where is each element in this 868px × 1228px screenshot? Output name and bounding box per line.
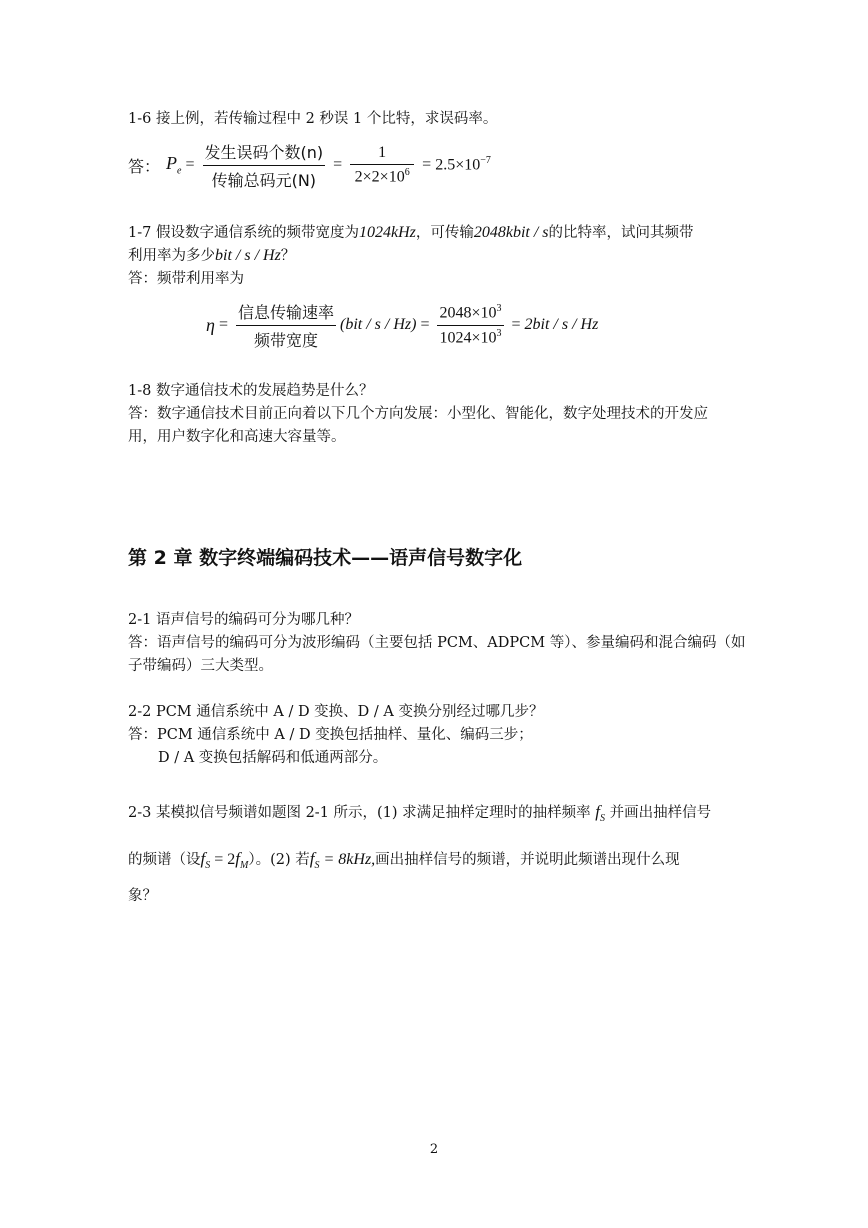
fraction-numerator: 1 (350, 144, 414, 165)
equation-1-6 (128, 140, 491, 190)
fraction-denominator: $1024\times 10^3$ (439, 327, 502, 346)
fraction-denominator: 传输总码元(N) (211, 170, 317, 190)
equals-sign: = (422, 156, 432, 173)
answer-2-2-line-2: D / A 变换包括解码和低通两部分。 (158, 750, 388, 766)
question-1-6: 1-6 接上例，若传输过程中 2 秒误 1 个比特，求误码率。 (128, 111, 498, 127)
fraction-denominator: $2\times 2\times 10^6$ (354, 166, 410, 186)
question-1-8: 1-8 数字通信技术的发展趋势是什么？ (128, 383, 374, 399)
answer-2-2-line-1: 答：PCM 通信系统中 A / D 变换包括抽样、量化、编码三步； (128, 727, 533, 743)
equals-sign: = (218, 316, 228, 333)
fraction-numerator: $2048\times 10^3$ (437, 303, 503, 325)
page-number: 2 (429, 1142, 439, 1157)
answer-2-1-line-1: 答：语声信号的编码可分为波形编码（主要包括 PCM、ADPCM 等）、参量编码和混合编码（如 (128, 635, 746, 651)
fraction-error-rate (203, 140, 326, 191)
fraction-numeric (350, 144, 414, 186)
equation-1-7 (206, 300, 598, 350)
answer-2-1-line-2: 子带编码）三大类型。 (128, 658, 273, 674)
lhs-symbol: $P_e$ (166, 153, 182, 177)
fraction-denominator: 频带宽度 (253, 330, 318, 350)
fraction-numeric (437, 303, 503, 347)
eta-symbol: η (206, 314, 215, 335)
question-1-7-line-1: 1-7 假设数字通信系统的频带宽度为1024kHz，可传输2048kbit / s的比特率，试问其频带 (128, 224, 694, 241)
equals-sign: = (420, 316, 430, 333)
chapter-title: 第 2 章 数字终端编码技术——语声信号数字化 (128, 547, 523, 569)
question-1-7-line-2: 利用率为多少bit / s / Hz？ (128, 247, 296, 264)
result-value: $2.5\times 10^{-7}$ (435, 155, 491, 174)
answer-1-8-line-1: 答：数字通信技术目前正向着以下几个方向发展：小型化、智能化，数字处理技术的开发应 (128, 406, 708, 422)
question-2-3-line-1: 2-3 某模拟信号频谱如题图 2-1 所示，(1) 求满足抽样定理时的抽样频率 $f_S$ 并画出抽样信号 (128, 802, 712, 824)
equals-sign: = (511, 316, 521, 333)
answer-1-7: 答：频带利用率为 (128, 271, 244, 287)
answer-1-8-line-2: 用，用户数字化和高速大容量等。 (128, 429, 346, 445)
fraction-numerator: 信息传输速率 (236, 300, 336, 326)
question-2-3-line-2: 的频谱（设$f_S = 2f_M$）。(2) 若$f_S = 8kHz$,画出抽样信号的频谱，并说明此频谱出现什么现 (128, 849, 680, 871)
result-value: 2bit / s / Hz (524, 316, 599, 333)
answer-label: 答： (128, 156, 161, 176)
fraction-numerator: 发生误码个数(n) (203, 140, 326, 166)
fraction-bandwidth-efficiency (236, 300, 336, 351)
question-2-2: 2-2 PCM 通信系统中 A / D 变换、D / A 变换分别经过哪几步？ (128, 704, 544, 720)
equals-sign: = (185, 156, 195, 173)
equals-sign: = (333, 156, 343, 173)
question-2-1: 2-1 语声信号的编码可分为哪几种？ (128, 612, 359, 628)
unit-label: (bit / s / Hz) (339, 316, 417, 333)
question-2-3-line-3: 象？ (128, 888, 157, 904)
